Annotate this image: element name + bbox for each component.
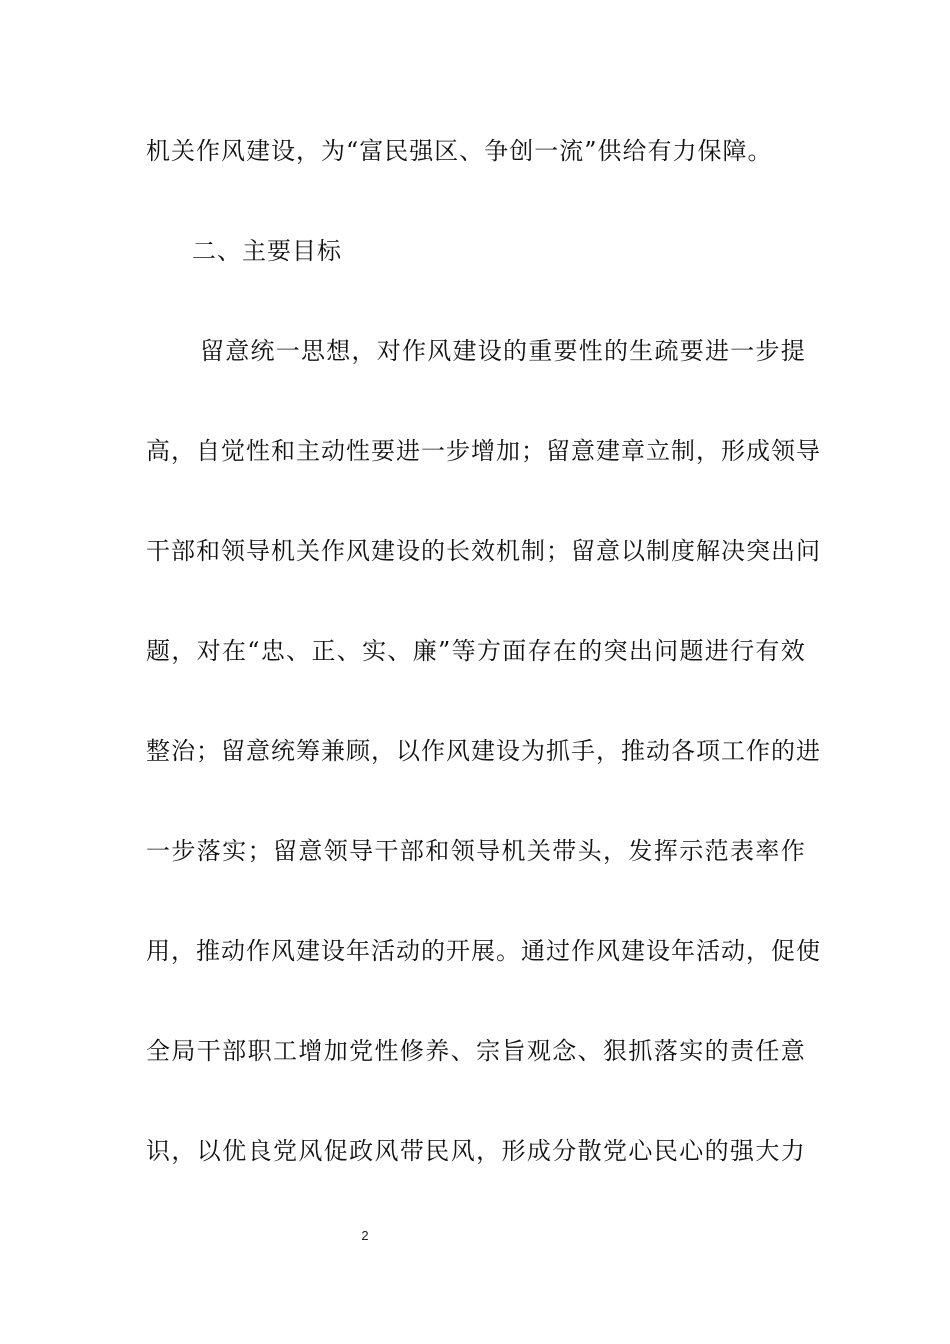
text-line-7: 整 治 ； 留 意 统 筹 兼 顾 ， 以 作 风 建 设 为 抓 手 ， 推 动 各 项 工 作 的 进 bbox=[146, 737, 821, 765]
section-heading: 二、主要目标 bbox=[192, 237, 342, 265]
text-line-10: 全 局 干 部 职 工 增 加 党 性 修 养 、 宗 旨 观 念 、 狠 抓 落 实 的 责 任 意 bbox=[146, 1037, 806, 1065]
page-number: 2 bbox=[361, 1228, 369, 1243]
text-line-11: 识 ， 以 优 良 党 风 促 政 风 带 民 风 ， 形 成 分 散 党 心 民 心 的 强 大 力 bbox=[146, 1137, 806, 1165]
text-line-8: 一 步 落 实 ； 留 意 领 导 干 部 和 领 导 机 关 带 头 ， 发 挥 示 范 表 率 作 bbox=[146, 837, 806, 865]
text-line-3: 留 意 统 一 思 想 ， 对 作 风 建 设 的 重 要 性 的 生 疏 要 进 一 步 提 bbox=[200, 337, 806, 365]
text-line-6: 题 ， 对 在 “ 忠 、 正 、 实 、 廉 ” 等 方 面 存 在 的 突 出 问 题 进 行 有 效 bbox=[146, 637, 806, 665]
text-line-9: 用 ， 推 动 作 风 建 设 年 活 动 的 开 展 。 通 过 作 风 建 设 年 活 动 ， 促 使 bbox=[146, 937, 821, 965]
text-line-1: 机关作风建设，为“富民强区、争创一流”供给有力保障。 bbox=[146, 137, 773, 165]
text-line-4: 高 ， 自 觉 性 和 主 动 性 要 进 一 步 增 加 ； 留 意 建 章 立 制 ， 形 成 领 导 bbox=[146, 437, 821, 465]
text-line-5: 干 部 和 领 导 机 关 作 风 建 设 的 长 效 机 制 ； 留 意 以 制 度 解 决 突 出 问 bbox=[146, 537, 821, 565]
